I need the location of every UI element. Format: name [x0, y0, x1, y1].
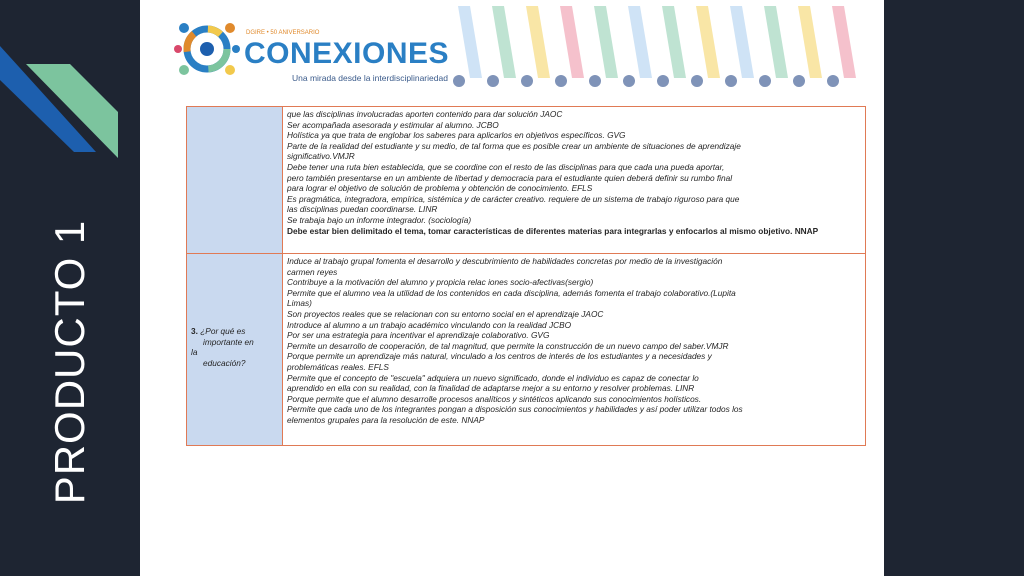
left-sidebar	[0, 0, 140, 576]
stripe	[798, 6, 822, 78]
question-text	[191, 326, 254, 368]
stripe	[730, 6, 754, 78]
content-table	[186, 106, 866, 446]
stripe-dot	[759, 75, 771, 87]
right-sidebar	[884, 0, 1024, 576]
stripe	[526, 6, 550, 78]
decorative-stripes	[440, 0, 880, 95]
logo-name: CONEXIONES	[244, 37, 450, 70]
answer-line: Debe estar bien delimitado el tema, tomar características de diferentes materias para integrarlas y enfocarlos al mismo objetivo. NNAP	[287, 225, 819, 236]
answer-line: que las disciplinas involucradas aporten contenido para dar solución JAOC	[287, 109, 563, 119]
stripe-dot	[827, 75, 839, 87]
table-row	[187, 253, 865, 445]
stripe	[594, 6, 618, 78]
answer-line: Permite que el concepto de "escuela" adquiera un nuevo significado, donde el individuo es capaz de conectar lo	[287, 372, 699, 383]
question-line: ¿Por qué es	[200, 326, 246, 336]
stripe-dot	[657, 75, 669, 87]
question-cell-empty	[187, 107, 283, 253]
stripe-dot	[521, 75, 533, 87]
answer-line: problemáticas reales. EFLS	[287, 361, 389, 372]
question-line: la	[191, 347, 198, 358]
stripe	[662, 6, 686, 78]
answers-cell	[283, 254, 865, 445]
answer-line: Es pragmática, integradora, empírica, sistémica y de carácter creativo. requiere de un sistema de trabajo riguroso para que	[287, 193, 740, 204]
conexiones-logo	[174, 16, 450, 86]
stripe	[492, 6, 516, 78]
answer-line: Limas)	[287, 298, 312, 309]
stripe	[832, 6, 856, 78]
stripe	[458, 6, 482, 78]
stripe	[628, 6, 652, 78]
answer-line: Parte de la realidad del estudiante y su medio, de tal forma que es posible crear un ambiente de situaciones de aprendizaje	[287, 140, 741, 151]
answers-cell	[283, 107, 865, 253]
slide-content	[140, 0, 884, 576]
answer-line: pero también presentarse en un ambiente de libertad y democracia para el estudiante quien deberá definir su rumbo final	[287, 172, 733, 183]
stripe	[696, 6, 720, 78]
logo-tagline: Una mirada desde la interdisciplinariedad	[292, 73, 448, 83]
stripe-dot	[623, 75, 635, 87]
answer-line: Permite que el alumno vea la utilidad de los contenidos en cada disciplina, además fomenta el trabajo colaborativo.(Lupita	[287, 287, 736, 298]
question-line: educación?	[203, 357, 246, 368]
answer-line: Ser acompañada asesorada y estimular al alumno. JCBO	[287, 119, 499, 130]
answer-line: las disciplinas puedan coordinarse. LINR	[287, 204, 438, 215]
stripe-dot	[589, 75, 601, 87]
answer-line: elementos grupales para la resolución de este. NNAP	[287, 414, 485, 425]
answer-line: Porque permite que el alumno desarrolle procesos analíticos y sintéticos aplicando sus conocimientos holísticos.	[287, 393, 702, 404]
stripe-dot	[725, 75, 737, 87]
answer-line: carmen reyes	[287, 266, 338, 277]
logo-anniversary-text: DGIRE • 50 ANIVERSARIO	[246, 30, 320, 36]
question-cell	[187, 254, 283, 445]
answer-line: Se trabaja bajo un informe integrador. (sociología)	[287, 214, 472, 225]
stripe	[560, 6, 584, 78]
stripe-dot	[793, 75, 805, 87]
answer-line: Introduce al alumno a un trabajo académico vinculando con la realidad JCBO	[287, 319, 572, 330]
answer-line: Induce al trabajo grupal fomenta el desarrollo y descubrimiento de habilidades concretas por medio de la investigación	[287, 256, 723, 266]
answer-line: significativo.VMJR	[287, 151, 355, 162]
stripe-dot	[555, 75, 567, 87]
question-number: 3.	[191, 326, 198, 336]
slide-title: PRODUCTO 1	[46, 219, 93, 505]
table-row	[187, 107, 865, 253]
answer-line: Holística ya que trata de englobar los saberes para aplicarlos en objetivos específicos. GVG	[287, 130, 626, 141]
stripe	[764, 6, 788, 78]
answer-line: Contribuye a la motivación del alumno y propicia relac iones socio-afectivas(sergio)	[287, 277, 594, 288]
answer-line: Debe tener una ruta bien establecida, que se coordine con el resto de las disciplinas para que cada una pueda aportar,	[287, 161, 725, 172]
stripe-dot	[487, 75, 499, 87]
answer-line: para lograr el objetivo de solución de problema y obtención de conocimiento. EFLS	[287, 183, 593, 194]
answer-line: Por ser una estrategia para incentivar el aprendizaje colaborativo. GVG	[287, 330, 550, 341]
question-line: importante en	[203, 336, 254, 347]
answer-line: aprendido en ella con su realidad, con la finalidad de adaptarse mejor a su entorno y resolver problemas. LINR	[287, 383, 695, 394]
answer-line: Permite un desarrollo de cooperación, de tal magnitud, que permite la construcción de un nuevo campo del saber.VMJR	[287, 340, 729, 351]
answer-line: Porque permite un aprendizaje más natural, vinculado a los centros de interés de los estudiantes y a necesidades y	[287, 351, 712, 362]
stripe-dot	[453, 75, 465, 87]
stripe-dot	[691, 75, 703, 87]
conexiones-logo-icon	[174, 16, 240, 82]
answer-line: Permite que cada uno de los integrantes pongan a disposición sus conocimientos y habilidades y así poder utilizar todos los	[287, 404, 743, 415]
answer-line: Son proyectos reales que se relacionan con su entorno social en el aprendizaje JAOC	[287, 308, 604, 319]
